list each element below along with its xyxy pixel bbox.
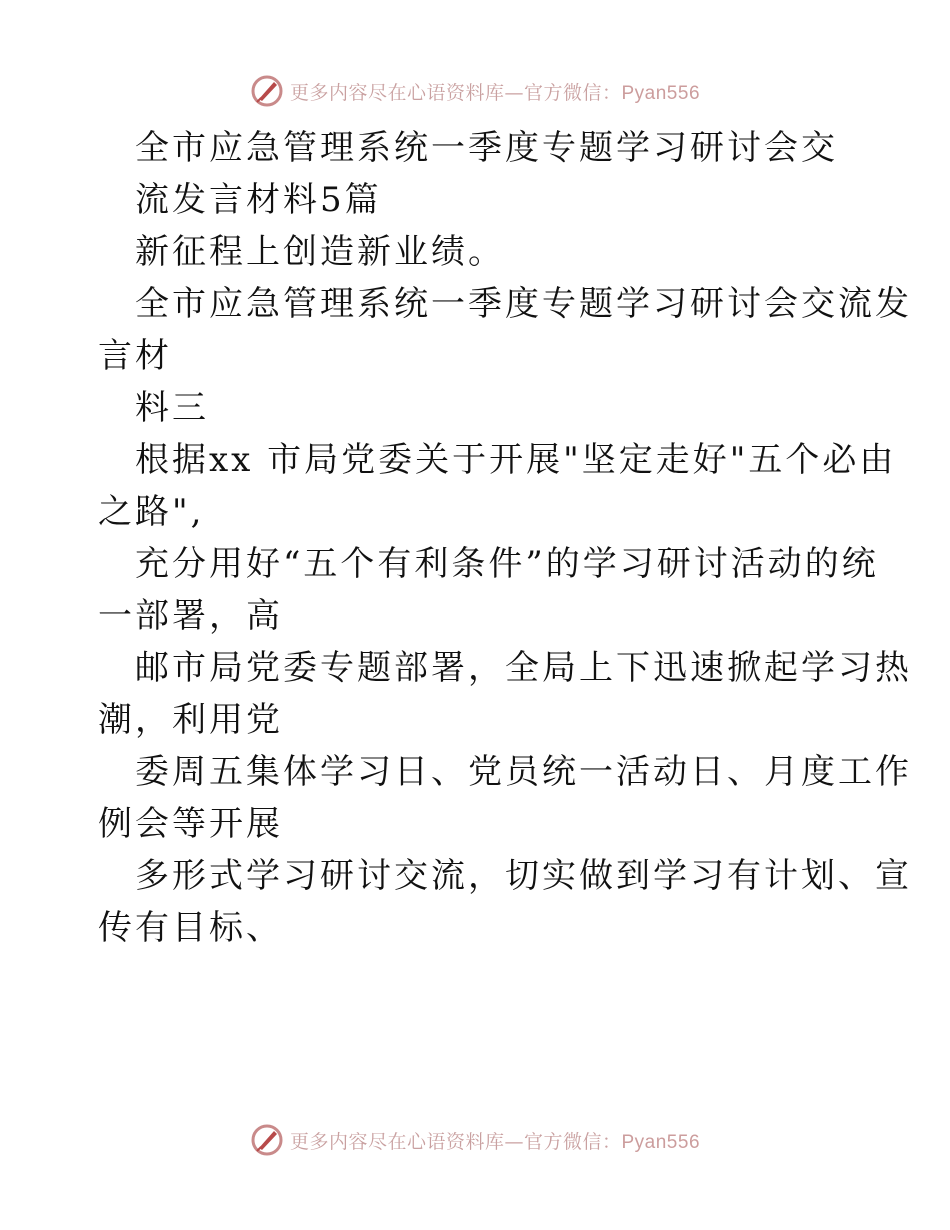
footer-watermark [0,1120,950,1160]
document-body [98,122,912,954]
text-line: 流发言材料5篇 [135,180,382,220]
text-line: 之路", [98,492,205,532]
text-line: 全市应急管理系统一季度专题学习研讨会交流发 [135,284,912,324]
watermark-wechat-id: Pyan556 [621,1131,701,1153]
text-line: 料三 [135,388,209,428]
text-line: 例会等开展 [98,804,283,844]
text-line: 委周五集体学习日、党员统一活动日、月度工作 [135,752,912,792]
text-line: 新征程上创造新业绩。 [135,232,505,272]
quill-logo-icon [250,1123,284,1157]
text-line: 传有目标、 [98,908,283,948]
text-line: 充分用好“五个有利条件”的学习研讨活动的统 [135,544,879,584]
watermark-text: 更多内容尽在心语资料库—官方微信：Pyan556 [289,81,701,104]
text-line: 一部署，高 [98,596,283,636]
text-line: 全市应急管理系统一季度专题学习研讨会交 [135,128,838,168]
text-line: 言材 [98,336,172,376]
text-line: 根据xx 市局党委关于开展"坚定走好"五个必由 [135,440,897,480]
quill-logo-icon [250,74,284,108]
text-line: 多形式学习研讨交流，切实做到学习有计划、宣 [135,856,912,896]
text-line: 邮市局党委专题部署，全局上下迅速掀起学习热 [135,648,912,688]
watermark-text: 更多内容尽在心语资料库—官方微信：Pyan556 [289,1130,701,1153]
header-watermark [0,71,950,111]
text-line: 潮，利用党 [98,700,283,740]
watermark-wechat-id: Pyan556 [621,82,701,104]
